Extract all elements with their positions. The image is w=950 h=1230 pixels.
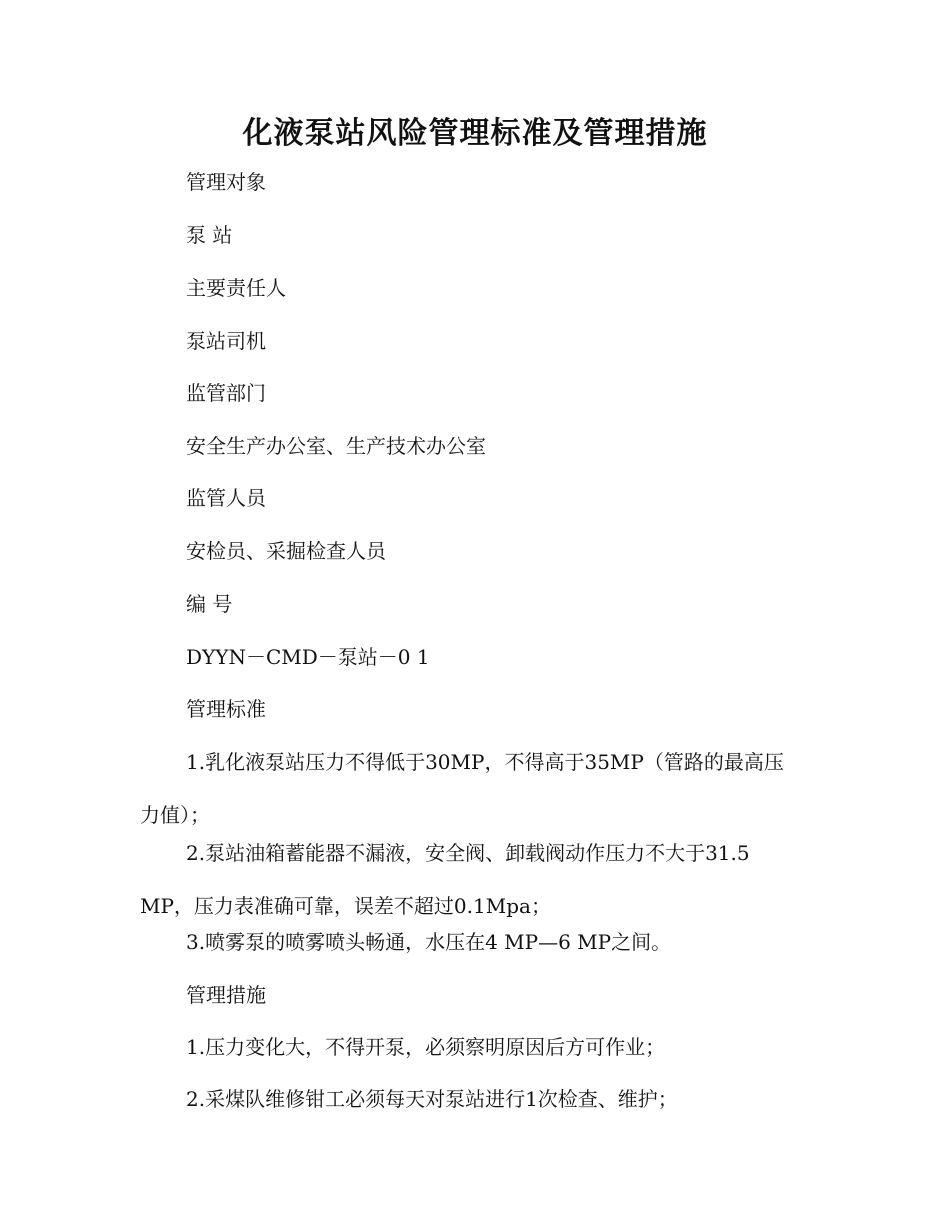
label-supervision-department: 监管部门 bbox=[186, 381, 266, 405]
standard-item bbox=[140, 749, 810, 828]
standard-text: 2.泵站油箱蓄能器不漏液，安全阀、卸载阀动作压力不大于31.5 bbox=[186, 841, 750, 865]
measure-item: 2.采煤队维修钳工必须每天对泵站进行1次检查、维护； bbox=[186, 1087, 678, 1111]
heading-management-measures: 管理措施 bbox=[186, 983, 266, 1007]
standard-item bbox=[140, 840, 810, 919]
standard-text-cont: MP，压力表准确可靠，误差不超过0.1Mpa； bbox=[140, 894, 551, 918]
label-main-responsible: 主要责任人 bbox=[186, 276, 286, 300]
label-number: 编 号 bbox=[186, 592, 233, 616]
standard-text-cont: 力值）； bbox=[140, 803, 210, 827]
label-supervisors: 监管人员 bbox=[186, 486, 266, 510]
value-management-object: 泵 站 bbox=[186, 223, 233, 247]
value-supervisors: 安检员、采掘检查人员 bbox=[186, 539, 386, 563]
label-management-object: 管理对象 bbox=[186, 170, 266, 194]
value-number: DYYN－CMD－泵站－0 1 bbox=[186, 645, 430, 669]
standard-item bbox=[140, 929, 810, 955]
standard-text: 3.喷雾泵的喷雾喷头畅通，水压在4 MP—6 MP之间。 bbox=[186, 930, 672, 954]
value-main-responsible: 泵站司机 bbox=[186, 329, 266, 353]
standard-text: 1.乳化液泵站压力不得低于30MP，不得高于35MP（管路的最高压 bbox=[186, 750, 784, 774]
value-supervision-department: 安全生产办公室、生产技术办公室 bbox=[186, 434, 486, 458]
document-title: 化液泵站风险管理标准及管理措施 bbox=[242, 116, 708, 151]
heading-management-standards: 管理标准 bbox=[186, 697, 266, 721]
measure-item: 1.压力变化大，不得开泵，必须察明原因后方可作业； bbox=[186, 1035, 666, 1059]
